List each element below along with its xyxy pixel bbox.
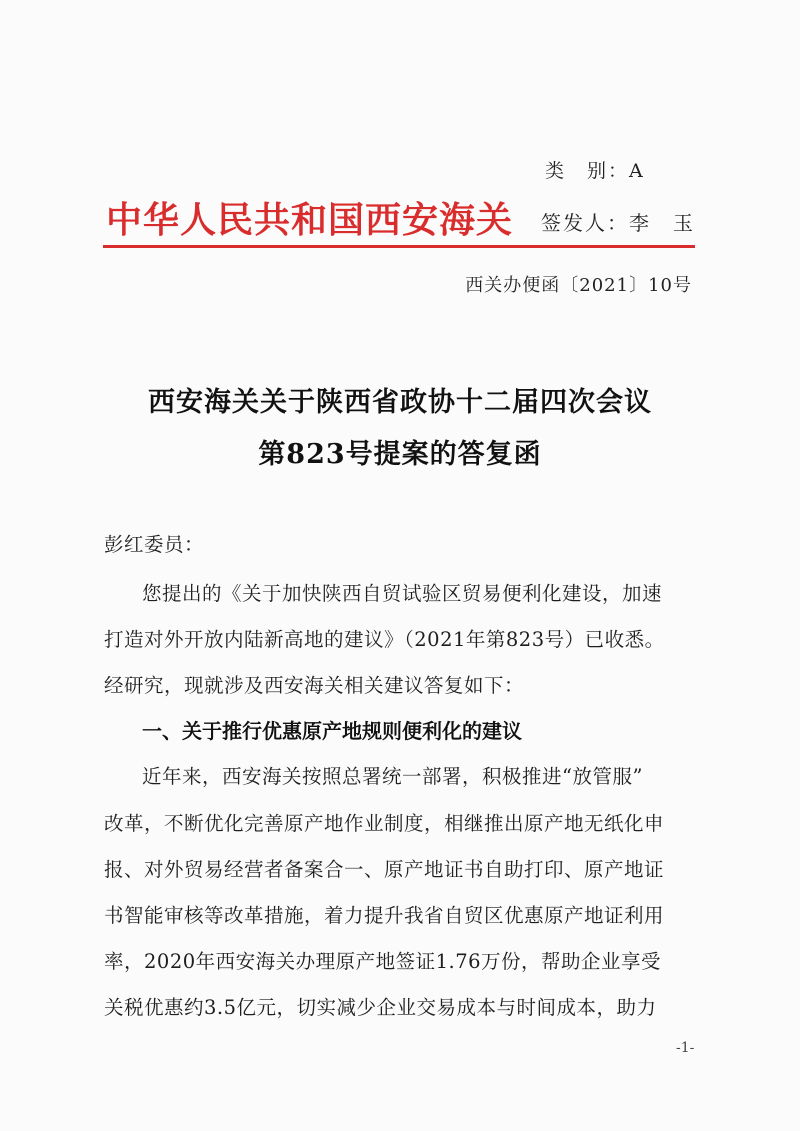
document-title-line-1: 西安海关关于陕西省政协十二届四次会议 <box>148 387 652 418</box>
paragraph-2-line-2: 改革，不断优化完善原产地作业制度，相继推出原产地无纸化申 <box>104 812 665 835</box>
paragraph-2-line-1: 近年来，西安海关按照总署统一部署，积极推进“放管服” <box>142 765 643 788</box>
page-number: -1- <box>676 1040 695 1056</box>
paragraph-1-line-3: 经研究，现就涉及西安海关相关建议答复如下： <box>104 674 525 697</box>
document-title-line-2: 第823号提案的答复函 <box>258 439 542 470</box>
issuer-label: 签发人：李 玉 <box>541 211 695 235</box>
paragraph-2-line-4: 书智能审核等改革措施，着力提升我省自贸区优惠原产地证利用 <box>104 904 665 927</box>
salutation: 彭红委员： <box>104 533 205 556</box>
paragraph-1-line-1: 您提出的《关于加快陕西自贸试验区贸易便利化建设，加速 <box>142 582 663 605</box>
header-red-rule <box>103 245 695 248</box>
paragraph-2-line-3: 报、对外贸易经营者备案合一、原产地证书自助打印、原产地证 <box>104 858 665 881</box>
paragraph-1-line-2: 打造对外开放内陆新高地的建议》（2021年第823号）已收悉。 <box>104 628 665 651</box>
section-1-heading: 一、关于推行优惠原产地规则便利化的建议 <box>142 719 522 743</box>
paragraph-2-line-6: 关税优惠约3.5亿元，切实减少企业交易成本与时间成本，助力 <box>104 996 657 1019</box>
category-label: 类 别：A <box>545 160 645 182</box>
issuing-organization: 中华人民共和国西安海关 <box>106 199 514 241</box>
paragraph-2-line-5: 率，2020年西安海关办理原产地签证1.76万份，帮助企业享受 <box>104 950 662 973</box>
document-number: 西关办便函〔2021〕10号 <box>465 275 692 296</box>
